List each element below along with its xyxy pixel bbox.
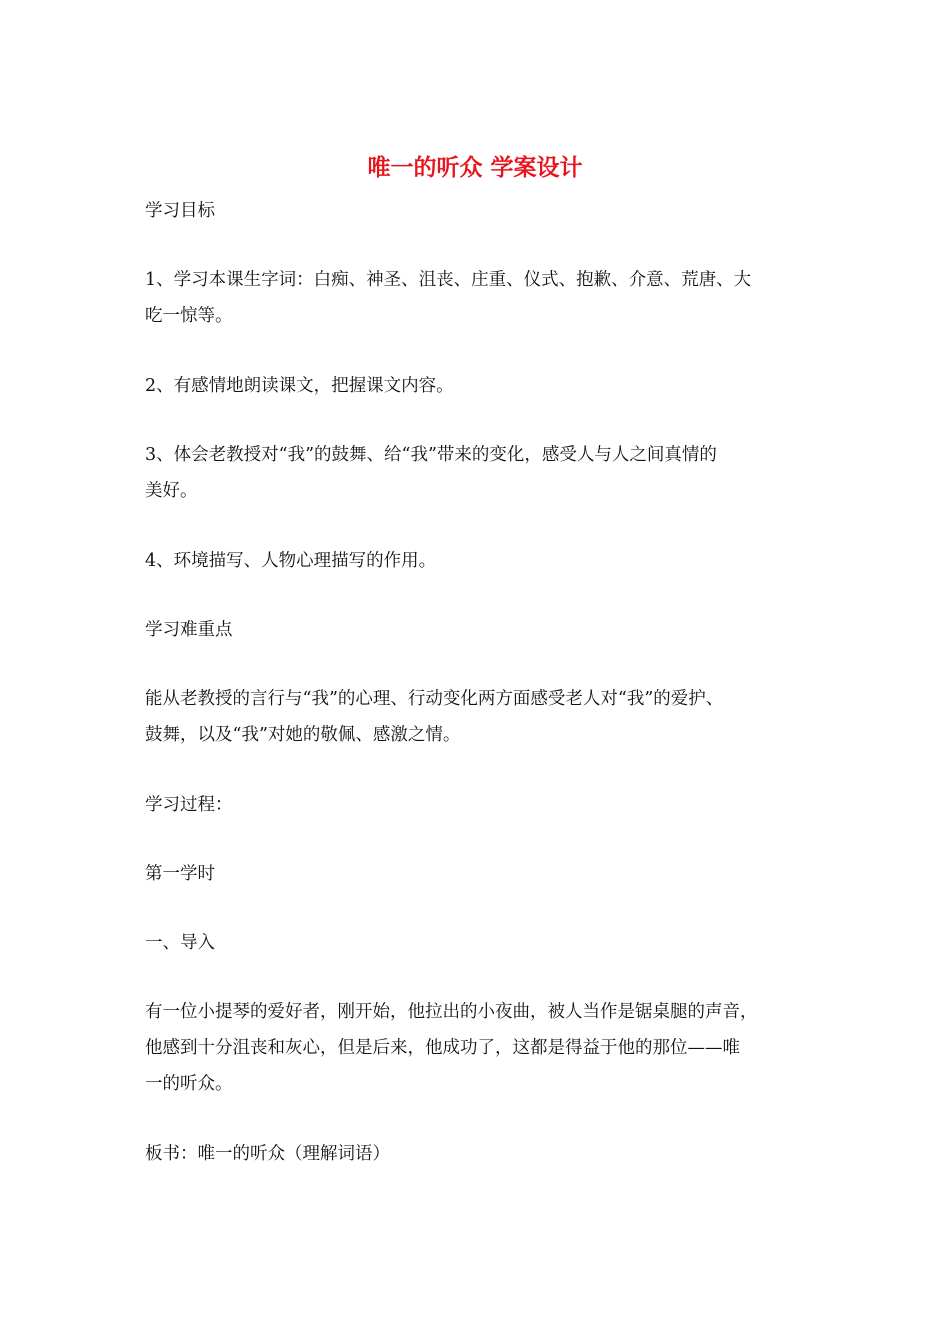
lesson-heading [145,856,810,892]
intro-heading [145,925,810,961]
goal-item-3 [145,437,810,509]
text-line: 有一位小提琴的爱好者，刚开始，他拉出的小夜曲，被人当作是锯桌腿的声音， [145,1002,758,1022]
text-line: 他感到十分沮丧和灰心，但是后来，他成功了，这都是得益于他的那位——唯 [145,1038,740,1058]
process-heading [145,787,810,823]
key-points-heading [145,612,810,648]
text-line: 学习难重点 [145,620,233,640]
text-line: 学习过程： [145,795,233,815]
text-line: 一、导入 [145,933,215,953]
text-line: 第一学时 [145,864,215,884]
key-points-text [145,681,810,753]
text-line: 1、学习本课生字词：白痴、神圣、沮丧、庄重、仪式、抱歉、介意、荒唐、大 [145,270,752,290]
text-line: 能从老教授的言行与“我”的心理、行动变化两方面感受老人对“我”的爱护、 [145,689,724,709]
board-note [145,1136,810,1172]
text-line: 3、体会老教授对“我”的鼓舞、给“我”带来的变化，感受人与人之间真情的 [145,445,717,465]
goal-item-4 [145,543,810,579]
goals-heading [145,193,810,229]
text-line: 美好。 [145,481,198,501]
document-title: 唯一的听众 学案设计 [367,155,583,181]
text-line: 2、有感情地朗读课文，把握课文内容。 [145,376,454,396]
goal-item-2 [145,368,810,404]
text-line: 4、环境描写、人物心理描写的作用。 [145,551,437,571]
goal-item-1 [145,262,810,334]
text-line: 鼓舞，以及“我”对她的敬佩、感激之情。 [145,725,461,745]
text-line: 吃一惊等。 [145,306,233,326]
text-line: 一的听众。 [145,1074,233,1094]
text-line: 学习目标 [145,201,215,221]
intro-text [145,994,810,1102]
text-line: 板书：唯一的听众（理解词语） [145,1144,390,1164]
